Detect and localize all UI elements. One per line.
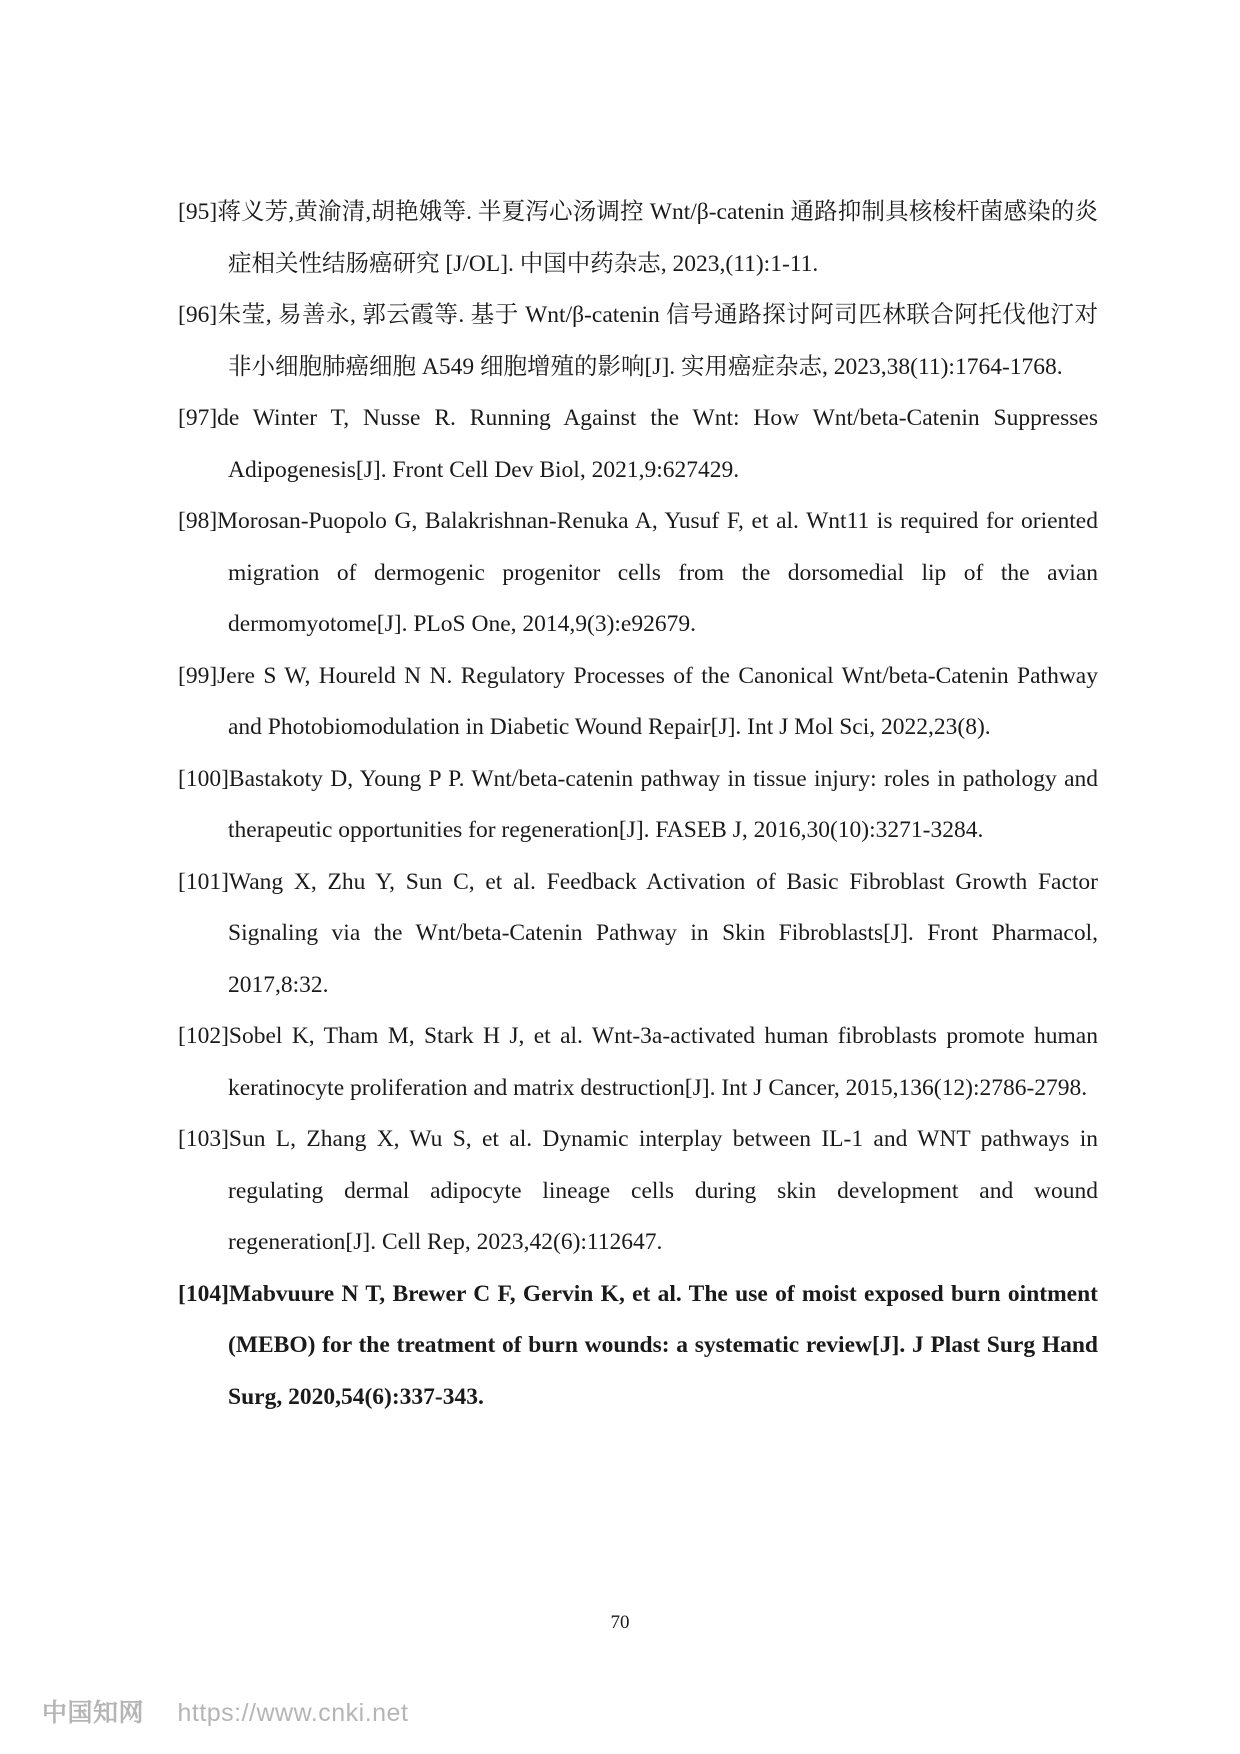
reference-100: [100]Bastakoty D, Young P P. Wnt/beta-catenin pathway in tissue injury: roles in pathology and therapeutic opportunities for regeneration[J]. FASEB J, 2016,30(10):3271-3284. [178,765,1098,843]
reference-103: [103]Sun L, Zhang X, Wu S, et al. Dynamic interplay between IL-1 and WNT pathways in regulating dermal adipocyte lineage cells during skin development and wound regeneration[J]. Cell Rep, 2023,42(6):112647. [178,1126,1098,1255]
reference-102: [102]Sobel K, Tham M, Stark H J, et al. Wnt-3a-activated human fibroblasts promote human keratinocyte proliferation and matrix destruction[J]. Int J Cancer, 2015,136(12):2786-2798. [178,1023,1098,1101]
reference-97: [97]de Winter T, Nusse R. Running Against the Wnt: How Wnt/beta-Catenin Suppresses Adipogenesis[J]. Front Cell Dev Biol, 2021,9:627429. [178,405,1098,483]
reference-101: [101]Wang X, Zhu Y, Sun C, et al. Feedback Activation of Basic Fibroblast Growth Factor Signaling via the Wnt/beta-Catenin Pathway in Skin Fibroblasts[J]. Front Pharmacol, 2017,8:32. [178,868,1098,998]
reference-104: [104]Mabvuure N T, Brewer C F, Gervin K, et al. The use of moist exposed burn ointment (MEBO) for the treatment of burn wounds: a systematic review[J]. J Plast Surg Hand Surg, 2020,54(6):337-343. [178,1280,1098,1410]
cnki-logo-text: 中国知网 [42,1699,145,1727]
cnki-url: https://www.cnki.net [177,1699,409,1727]
reference-98: [98]Morosan-Puopolo G, Balakrishnan-Renuka A, Yusuf F, et al. Wnt11 is required for oriented migration of dermogenic progenitor cells from the dorsomedial lip of the avian dermomyotome[J]. PLoS One, 2014,9(3):e92679. [178,508,1098,637]
page-number: 70 [610,1612,630,1633]
cnki-watermark [42,1693,408,1729]
reference-95: [95]蒋义芳,黄渝清,胡艳娥等. 半夏泻心汤调控 Wnt/β-catenin 通路抑制具核梭杆菌感染的炎症相关性结肠癌研究 [J/OL]. 中国中药杂志, 2023,(11):1-11. [178,199,1098,277]
reference-96: [96]朱莹, 易善永, 郭云霞等. 基于 Wnt/β-catenin 信号通路探讨阿司匹林联合阿托伐他汀对非小细胞肺癌细胞 A549 细胞增殖的影响[J]. 实用癌症杂志, 2023,38(11):1764-1768. [178,302,1098,380]
reference-list [178,187,1098,1423]
reference-99: [99]Jere S W, Houreld N N. Regulatory Processes of the Canonical Wnt/beta-Catenin Pathway and Photobiomodulation in Diabetic Wound Repair[J]. Int J Mol Sci, 2022,23(8). [178,662,1098,740]
